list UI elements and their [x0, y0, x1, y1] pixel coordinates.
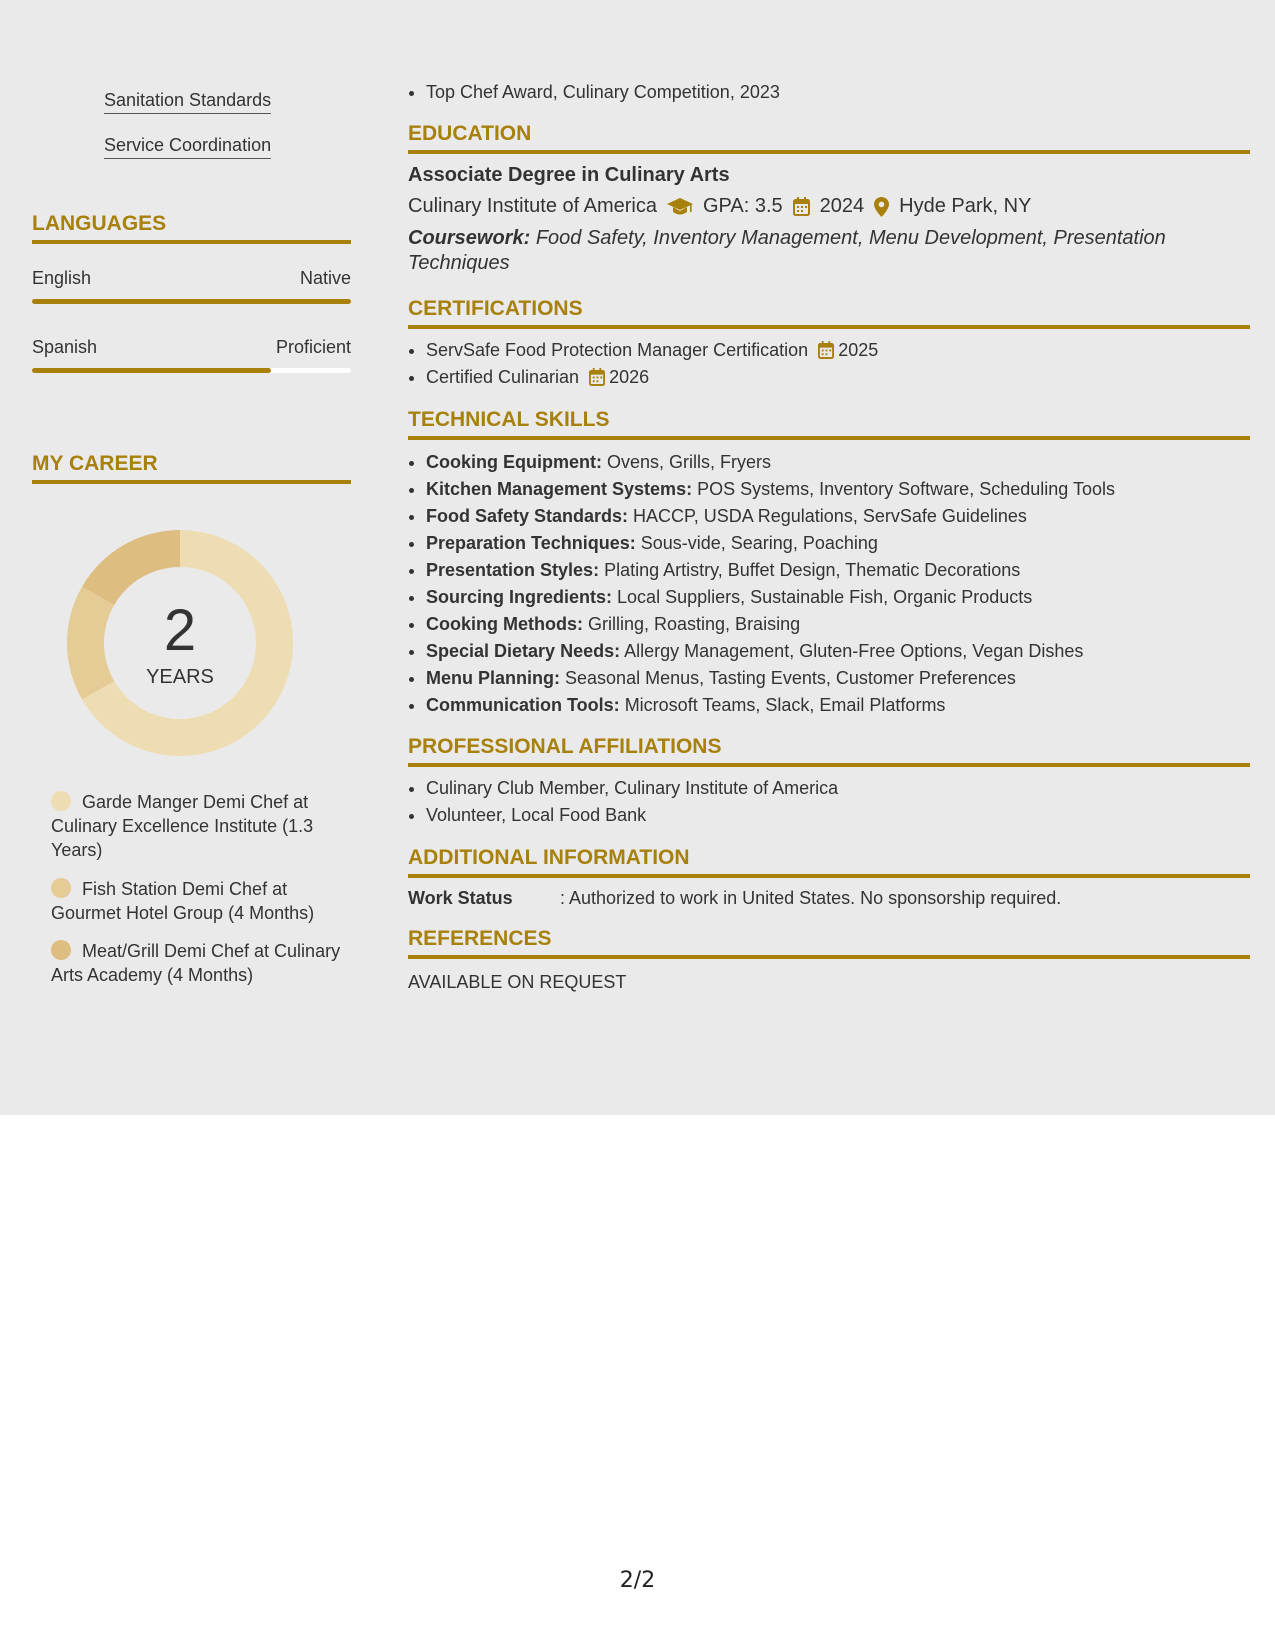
calendar-icon — [793, 197, 810, 216]
technical-skill-value: HACCP, USDA Regulations, ServSafe Guidelines — [633, 506, 1027, 526]
affiliation-item: • Volunteer, Local Food Bank — [426, 802, 1250, 829]
certification-item — [426, 364, 1250, 391]
page-number: 2/2 — [619, 1568, 656, 1593]
technical-skill-item — [426, 638, 1250, 665]
language-level: Native — [299, 268, 351, 288]
technical-skill-item — [426, 557, 1250, 584]
certification-year: 2025 — [838, 340, 879, 360]
technical-skill-item — [426, 476, 1250, 503]
technical-skill-value: Allergy Management, Gluten-Free Options, Vegan Dishes — [624, 641, 1084, 661]
language-fill — [32, 299, 351, 304]
technical-skill-item — [426, 665, 1250, 692]
legend-dot — [51, 940, 71, 960]
calendar-icon — [589, 368, 605, 386]
technical-skill-label: Communication Tools: — [426, 695, 620, 715]
technical-skill-value: POS Systems, Inventory Software, Scheduling Tools — [697, 479, 1115, 499]
donut-segment-2 — [67, 587, 114, 700]
technical-skill-value: Seasonal Menus, Tasting Events, Customer Preferences — [565, 668, 1016, 688]
references-heading: REFERENCES — [408, 927, 1250, 959]
work-status-value: : Authorized to work in United States. No sponsorship required. — [560, 888, 1062, 908]
legend-dot — [51, 878, 71, 898]
gpa: GPA: 3.5 — [703, 195, 783, 217]
technical-skill-item — [426, 503, 1250, 530]
technical-skill-label: Cooking Methods: — [426, 614, 583, 634]
affiliation-item: • Culinary Club Member, Culinary Institute of America — [426, 775, 1250, 802]
references-value: AVAILABLE ON REQUEST — [408, 972, 627, 992]
technical-skill-label: Sourcing Ingredients: — [426, 587, 613, 607]
location-pin-icon — [874, 197, 889, 217]
technical-skill-item — [426, 584, 1250, 611]
technical-skill-value: Plating Artistry, Buffet Design, Thematic Decorations — [604, 560, 1021, 580]
technical-skill-label: Food Safety Standards: — [426, 506, 629, 526]
graduation-cap-icon — [667, 198, 693, 216]
work-status-label: Work Status — [408, 888, 513, 908]
technical-skill-label: Presentation Styles: — [426, 560, 600, 580]
degree-title: Associate Degree in Culinary Arts — [408, 164, 730, 186]
coursework-text: Food Safety, Inventory Management, Menu Development, Presentation Techniques — [408, 227, 1166, 274]
education-heading: EDUCATION — [408, 122, 1250, 154]
graduation-year: 2024 — [819, 195, 865, 217]
skill-service-coordination: Service Coordination — [104, 133, 271, 159]
awards-list — [408, 79, 1250, 106]
donut-segment-3 — [82, 530, 180, 605]
language-fill — [32, 368, 271, 373]
technical-skill-value: Sous-vide, Searing, Poaching — [640, 533, 878, 553]
technical-skill-value: Microsoft Teams, Slack, Email Platforms — [624, 695, 946, 715]
career-item-label: Fish Station Demi Chef at Gourmet Hotel Group (4 Months) — [51, 879, 315, 923]
technical-skill-item — [426, 449, 1250, 476]
technical-skill-label: Menu Planning: — [426, 668, 560, 688]
technical-skill-value: Ovens, Grills, Fryers — [607, 452, 772, 472]
certification-item — [426, 337, 1250, 364]
language-name: English — [32, 268, 92, 288]
technical-skill-label: Special Dietary Needs: — [426, 641, 621, 661]
career-heading: MY CAREER — [32, 452, 351, 484]
technical-skill-label: Cooking Equipment: — [426, 452, 602, 472]
career-item-label: Garde Manger Demi Chef at Culinary Excellence Institute (1.3 Years) — [51, 792, 314, 860]
certification-name: ServSafe Food Protection Manager Certification — [426, 340, 809, 360]
language-bar-english — [32, 299, 351, 304]
career-item — [51, 939, 341, 987]
technical-skill-item — [426, 692, 1250, 719]
technical-skills-heading: TECHNICAL SKILLS — [408, 408, 1250, 440]
career-item — [51, 877, 341, 925]
language-name: Spanish — [32, 337, 98, 357]
career-item-label: Meat/Grill Demi Chef at Culinary Arts Academy (4 Months) — [51, 941, 341, 985]
award-item: • Top Chef Award, Culinary Competition, 2023 — [426, 79, 1250, 106]
school-location: Hyde Park, NY — [899, 195, 1032, 217]
certification-name: Certified Culinarian — [426, 367, 580, 387]
affiliations-list — [408, 775, 1250, 829]
legend-dot — [51, 791, 71, 811]
education-meta — [408, 195, 1250, 218]
skill-sanitation-standards: Sanitation Standards — [104, 88, 271, 114]
career-item — [51, 790, 341, 862]
career-total-unit: YEARS — [146, 666, 214, 688]
calendar-icon — [818, 341, 834, 359]
technical-skill-value: Local Suppliers, Sustainable Fish, Organic Products — [617, 587, 1033, 607]
technical-skill-item — [426, 530, 1250, 557]
work-status-row — [408, 888, 1250, 909]
technical-skill-item — [426, 611, 1250, 638]
career-donut-chart — [67, 530, 293, 756]
language-bar-spanish — [32, 368, 351, 373]
certifications-heading: CERTIFICATIONS — [408, 297, 1250, 329]
school-name: Culinary Institute of America — [408, 195, 657, 217]
coursework-label: Coursework: — [408, 227, 531, 249]
affiliations-heading: PROFESSIONAL AFFILIATIONS — [408, 735, 1250, 767]
technical-skills-list — [408, 449, 1250, 719]
certifications-list — [408, 337, 1250, 391]
additional-info-heading: ADDITIONAL INFORMATION — [408, 846, 1250, 878]
technical-skill-label: Preparation Techniques: — [426, 533, 636, 553]
technical-skill-label: Kitchen Management Systems: — [426, 479, 693, 499]
language-level: Proficient — [275, 337, 351, 357]
career-total-number: 2 — [163, 598, 197, 663]
technical-skill-value: Grilling, Roasting, Braising — [588, 614, 801, 634]
certification-year: 2026 — [609, 367, 650, 387]
coursework — [408, 226, 1250, 276]
languages-heading: LANGUAGES — [32, 212, 351, 244]
